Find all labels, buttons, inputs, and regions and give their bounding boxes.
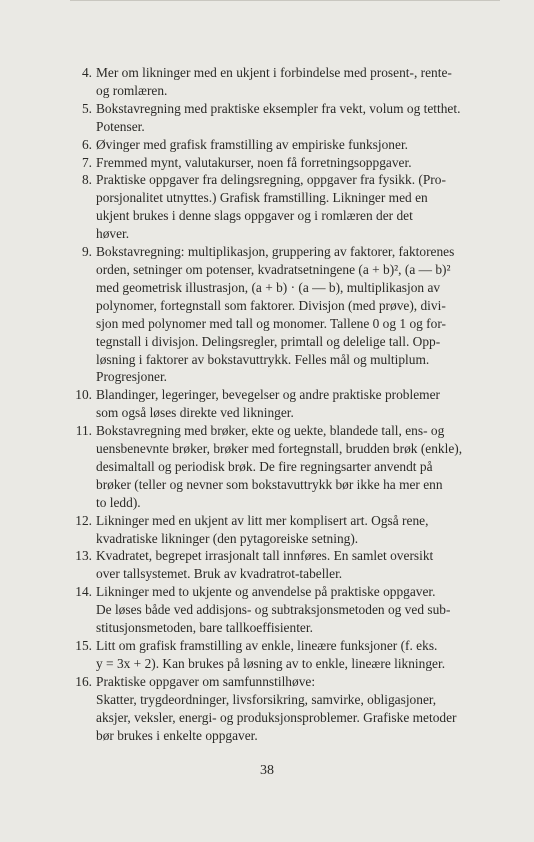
list-item bbox=[66, 422, 498, 512]
text-line: Skatter, trygdeordninger, livsforsikring, samvirke, obligasjoner, bbox=[96, 691, 437, 707]
text-line: to ledd). bbox=[96, 494, 141, 510]
text-line: Likninger med en ukjent av litt mer komplisert art. Også rene, bbox=[96, 512, 429, 528]
text-line: Blandinger, legeringer, bevegelser og andre praktiske problemer bbox=[96, 387, 440, 403]
list-item bbox=[66, 243, 498, 386]
text-line: og romlæren. bbox=[96, 82, 168, 98]
numbered-list bbox=[66, 64, 498, 744]
list-item-number: 6. bbox=[81, 136, 92, 152]
list-item-text bbox=[96, 583, 498, 637]
text-line: kvadratiske likninger (den pytagoreiske setning). bbox=[96, 530, 359, 546]
list-item-number: 9. bbox=[81, 244, 92, 260]
text-line: Bokstavregning: multiplikasjon, gruppering av faktorer, faktorenes bbox=[96, 244, 455, 260]
list-item-number: 11. bbox=[75, 423, 92, 439]
list-item-number: 5. bbox=[81, 100, 92, 116]
list-item-number: 8. bbox=[81, 172, 92, 188]
list-item-text bbox=[96, 136, 498, 154]
text-line: tegnstall i divisjon. Delingsregler, primtall og delelige tall. Opp- bbox=[96, 333, 441, 349]
text-line: Kvadratet, begrepet irrasjonalt tall innføres. En samlet oversikt bbox=[96, 548, 434, 564]
text-line: aksjer, veksler, energi- og produksjonsproblemer. Grafiske metoder bbox=[96, 709, 457, 725]
text-line: sjon med polynomer med tall og monomer. Tallene 0 og 1 og for- bbox=[96, 315, 446, 331]
list-item bbox=[66, 136, 498, 154]
text-line: Fremmed mynt, valutakurser, noen få forretningsoppgaver. bbox=[96, 154, 412, 170]
list-item-text bbox=[96, 637, 498, 673]
list-item-number: 12. bbox=[75, 512, 92, 528]
text-line: høver. bbox=[96, 226, 130, 242]
text-line: porsjonalitet utnyttes.) Grafisk framstilling. Likninger med en bbox=[96, 190, 428, 206]
list-item-text bbox=[96, 171, 498, 243]
text-line: Potenser. bbox=[96, 118, 145, 134]
list-item-text bbox=[96, 386, 498, 422]
text-line: stitusjonsmetoden, bare tallkoeffisienter. bbox=[96, 620, 313, 636]
text-line: Litt om grafisk framstilling av enkle, lineære funksjoner (f. eks. bbox=[96, 638, 438, 653]
text-line: Likninger med to ukjente og anvendelse på praktiske oppgaver. bbox=[96, 584, 436, 600]
list-item-text bbox=[96, 64, 498, 100]
text-line: Bokstavregning med praktiske eksempler fra vekt, volum og tetthet. bbox=[96, 100, 461, 116]
top-edge-rule bbox=[70, 0, 500, 1]
text-line: De løses både ved addisjons- og subtraksjonsmetoden og ved sub- bbox=[96, 602, 451, 618]
text-line: uensbenevnte brøker, brøker med fortegnstall, brudden brøk (enkle), bbox=[96, 441, 463, 457]
list-item-number: 10. bbox=[75, 387, 92, 403]
list-item-number: 7. bbox=[81, 154, 92, 170]
text-line: Bokstavregning med brøker, ekte og uekte, blandede tall, ens- og bbox=[96, 423, 445, 439]
text-line: løsning i faktorer av bokstavuttrykk. Felles mål og multiplum. bbox=[96, 351, 430, 367]
list-item bbox=[66, 154, 498, 172]
text-line: brøker (teller og nevner som bokstavuttrykk bør ikke ha mer enn bbox=[96, 476, 443, 492]
list-item-number: 15. bbox=[75, 638, 92, 653]
list-item-text bbox=[96, 547, 498, 583]
list-item-text bbox=[96, 422, 498, 512]
text-line: polynomer, fortegnstall som faktorer. Divisjon (med prøve), divi- bbox=[96, 297, 446, 313]
list-item bbox=[66, 512, 498, 548]
text-line: Progresjoner. bbox=[96, 369, 168, 385]
text-line: bør brukes i enkelte oppgaver. bbox=[96, 727, 258, 743]
text-line: over tallsystemet. Bruk av kvadratrot-tabeller. bbox=[96, 566, 343, 582]
text-line: Mer om likninger med en ukjent i forbindelse med prosent-, rente- bbox=[96, 65, 452, 80]
list-item bbox=[66, 547, 498, 583]
list-item-text bbox=[96, 673, 498, 745]
text-line: med geometrisk illustrasjon, (a + b) · (a — b), multiplikasjon av bbox=[96, 279, 441, 295]
text-line: y = 3x + 2). Kan brukes på løsning av to enkle, lineære likninger. bbox=[96, 655, 446, 671]
list-item bbox=[66, 100, 498, 136]
list-item-text bbox=[96, 512, 498, 548]
list-item-number: 14. bbox=[75, 584, 92, 600]
list-item-number: 4. bbox=[81, 65, 92, 80]
list-item-text bbox=[96, 154, 498, 172]
list-item bbox=[66, 673, 498, 745]
text-line: Praktiske oppgaver om samfunnstilhøve: bbox=[96, 673, 316, 689]
text-line: som også løses direkte ved likninger. bbox=[96, 405, 294, 421]
list-item-number: 16. bbox=[75, 673, 92, 689]
text-line: Praktiske oppgaver fra delingsregning, oppgaver fra fysikk. (Pro- bbox=[96, 172, 446, 188]
list-item-text bbox=[96, 243, 498, 386]
list-item bbox=[66, 386, 498, 422]
list-item bbox=[66, 171, 498, 243]
text-line: orden, setninger om potenser, kvadratsetningene (a + b)², (a — b)² bbox=[96, 261, 451, 277]
page-number: 38 bbox=[260, 763, 274, 778]
list-item bbox=[66, 64, 498, 100]
list-item-number: 13. bbox=[75, 548, 92, 564]
text-line: ukjent brukes i denne slags oppgaver og i romlæren der det bbox=[96, 208, 413, 224]
list-item bbox=[66, 637, 498, 673]
text-line: desimaltall og periodisk brøk. De fire regningsarter anvendt på bbox=[96, 458, 433, 474]
text-line: Øvinger med grafisk framstilling av empiriske funksjoner. bbox=[96, 136, 409, 152]
list-item bbox=[66, 583, 498, 637]
list-item-text bbox=[96, 100, 498, 136]
